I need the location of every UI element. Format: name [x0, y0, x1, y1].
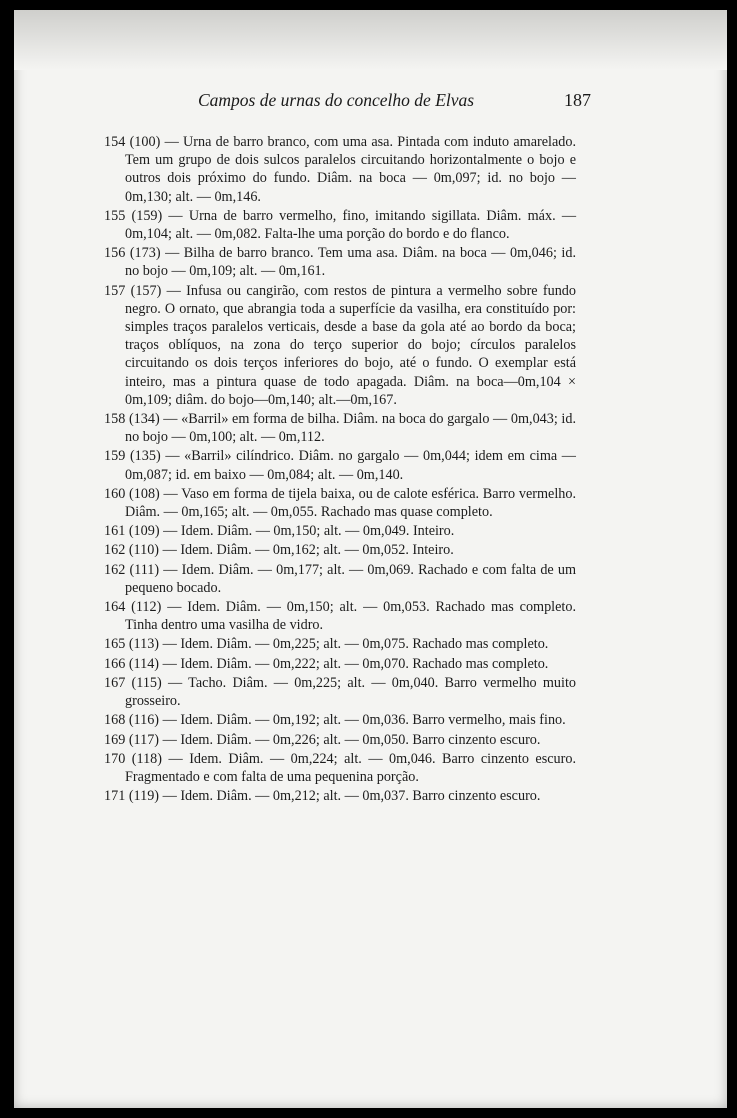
catalogue-entry	[104, 282, 576, 409]
entry-text: (117) — Idem. Diâm. — 0m,226; alt. — 0m,050. Barro cinzento escuro.	[128, 731, 541, 748]
entry-text: (112) — Idem. Diâm. — 0m,150; alt. — 0m,053. Rachado mas completo. Tinha dentro uma vasilha de vidro.	[125, 599, 576, 634]
catalogue-entry	[104, 750, 576, 786]
page-top-shadow	[14, 10, 727, 70]
catalogue-entry	[104, 674, 576, 710]
entry-text: (159) — Urna de barro vermelho, fino, imitando sigillata. Diâm. máx. — 0m,104; alt. — 0m,082. Falta-lhe uma porção do bordo e do flanco.	[125, 207, 577, 243]
catalogue-entry	[104, 244, 576, 280]
running-head	[198, 90, 591, 111]
entry-text: (115) — Tacho. Diâm. — 0m,225; alt. — 0m,040. Barro vermelho muito grosseiro.	[125, 674, 577, 710]
entry-text: (113) — Idem. Diâm. — 0m,225; alt. — 0m,075. Rachado mas completo.	[128, 636, 549, 653]
catalogue-entry	[104, 711, 576, 729]
catalogue-entry	[104, 635, 576, 653]
entry-text: (135) — «Barril» cilíndrico. Diâm. no gargalo — 0m,044; idem em cima — 0m,087; id. em baixo — 0m,084; alt. — 0m,140.	[125, 448, 576, 483]
catalogue-entry	[104, 541, 576, 559]
catalogue-entry	[104, 787, 576, 805]
entry-number: 170	[104, 750, 126, 767]
entry-text: (110) — Idem. Diâm. — 0m,162; alt. — 0m,052. Inteiro.	[128, 542, 454, 559]
entry-number: 158	[104, 411, 126, 428]
entry-number: 165	[104, 636, 126, 653]
catalogue-entry	[104, 655, 576, 673]
catalogue-entry	[104, 561, 576, 597]
entry-number: 166	[104, 655, 126, 672]
entry-number: 154	[104, 134, 126, 150]
entry-text: (109) — Idem. Diâm. — 0m,150; alt. — 0m,049. Inteiro.	[128, 523, 455, 540]
entry-number: 164	[104, 599, 126, 616]
entry-text: (100) — Urna de barro branco, com uma asa. Pintada com induto amarelado. Tem um grupo de dois sulcos paralelos circuitando horizontalmente o bojo e outros dois próximo do fundo. Diâm. na boca — 0m,097; id. no bojo — 0m,130; alt. — 0m,146.	[125, 134, 576, 205]
entry-number: 155	[104, 207, 126, 224]
running-title: Campos de urnas do concelho de Elvas	[198, 90, 475, 110]
entry-number: 167	[104, 674, 126, 691]
entry-text: (173) — Bilha de barro branco. Tem uma asa. Diâm. na boca — 0m,046; id. no bojo — 0m,109; alt. — 0m,161.	[125, 245, 577, 280]
catalogue-entry	[104, 207, 576, 243]
entry-number: 168	[104, 712, 126, 729]
entry-text: (118) — Idem. Diâm. — 0m,224; alt. — 0m,046. Barro cinzento escuro. Fragmentado e com falta de uma pequenina porção.	[125, 750, 576, 785]
catalogue-entries	[104, 133, 576, 806]
entry-number: 157	[104, 282, 126, 299]
entry-number: 169	[104, 731, 126, 748]
entry-number: 161	[104, 523, 126, 540]
catalogue-entry	[104, 598, 576, 634]
entry-text: (134) — «Barril» em forma de bilha. Diâm. na boca do gargalo — 0m,043; id. no bojo — 0m,100; alt. — 0m,112.	[125, 411, 577, 446]
entry-number: 156	[104, 245, 126, 262]
catalogue-entry	[104, 133, 576, 206]
entry-text: (157) — Infusa ou cangirão, com restos de pintura a vermelho sobre fundo negro. O ornato, que abrangia toda a superfície da vasilha, era constituído por: simples traços paralelos verticais, desde a base da gola até ao bordo da boca; traços oblíquos, na zona do terço superior do bojo; círculos paralelos circuitando os dois terços inferiores do bojo, até o fundo. O exemplar está inteiro, mas a pintura quase de todo apagada. Diâm. na boca—0m,104 × 0m,109; diâm. do bojo—0m,140; alt.—0m,167.	[125, 282, 576, 408]
entry-number: 162	[104, 542, 126, 559]
entry-text: (108) — Vaso em forma de tijela baixa, ou de calote esférica. Barro vermelho. Diâm. — 0m,165; alt. — 0m,055. Rachado mas quase completo.	[125, 485, 576, 521]
entry-text: (114) — Idem. Diâm. — 0m,222; alt. — 0m,070. Rachado mas completo.	[128, 655, 549, 672]
entry-text: (116) — Idem. Diâm. — 0m,192; alt. — 0m,036. Barro vermelho, mais fino.	[128, 712, 566, 729]
entry-text: (119) — Idem. Diâm. — 0m,212; alt. — 0m,037. Barro cinzento escuro.	[128, 788, 541, 805]
page-number: 187	[564, 90, 591, 110]
entry-number: 159	[104, 448, 126, 465]
entry-number: 162	[104, 561, 126, 578]
entry-text: (111) — Idem. Diâm. — 0m,177; alt. — 0m,069. Rachado e com falta de um pequeno bocado.	[125, 561, 577, 596]
catalogue-entry	[104, 447, 576, 483]
catalogue-entry	[104, 410, 576, 446]
entry-number: 171	[104, 788, 126, 805]
catalogue-entry	[104, 731, 576, 749]
entry-number: 160	[104, 485, 126, 502]
catalogue-entry	[104, 522, 576, 540]
book-page	[14, 10, 727, 1108]
catalogue-entry	[104, 485, 576, 521]
